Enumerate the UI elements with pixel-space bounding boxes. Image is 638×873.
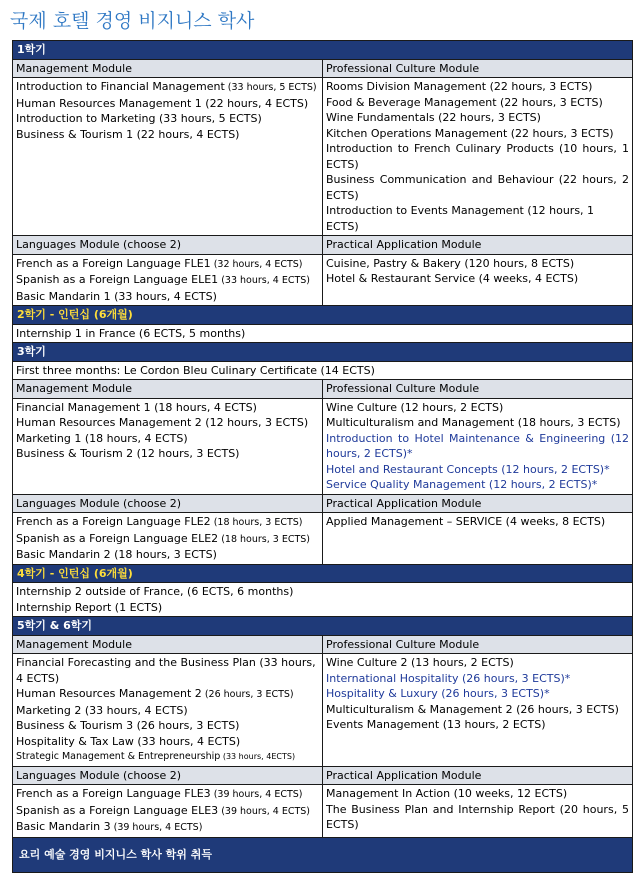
semester-5-6-module-headers-2 [13,766,633,785]
semester-5-6-practical-list [323,785,633,838]
course-item: Business & Tourism 2 (12 hours, 3 ECTS) [16,447,240,460]
course-item: Introduction to Marketing (33 hours, 5 ECTS) [16,112,262,125]
course-item: Wine Culture (12 hours, 2 ECTS) [326,400,504,414]
course-item: Human Resources Management 2 (26 hours, 3 ECTS) [16,687,294,700]
semester-5-6-management-list [13,654,323,767]
course-item: Strategic Management & Entrepreneurship (33 hours, 4ECTS) [16,751,296,762]
semester-3-professional-list [323,398,633,494]
semester-5-6-title: 5학기 & 6학기 [13,617,633,636]
course-item: Basic Mandarin 3 (39 hours, 4 ECTS) [16,820,203,833]
course-item: Wine Fundamentals (22 hours, 3 ECTS) [326,111,541,124]
languages-module-label: Languages Module (choose 2) [13,236,323,255]
management-module-label: Management Module [13,635,323,654]
languages-module-label: Languages Module (choose 2) [13,494,323,513]
course-item: Spanish as a Foreign Language ELE2 (18 hours, 3 ECTS) [16,531,310,545]
internship-report: Internship Report (1 ECTS) [16,600,163,614]
course-item: Kitchen Operations Management (22 hours, 3 ECTS) [326,126,614,140]
semester-1-practical-list [323,254,633,306]
semester-5-6-header [13,617,633,636]
course-item: Management In Action (10 weeks, 12 ECTS) [326,787,568,800]
course-item: Human Resources Management 1 (22 hours, 4 ECTS) [16,96,309,110]
course-item-optional: Service Quality Management (12 hours, 2 ECTS)* [326,478,598,491]
semester-3-header [13,343,633,362]
semester-3-intro [13,361,633,380]
semester-1-languages-list [13,254,323,306]
course-item: French as a Foreign Language FLE1 (32 hours, 4 ECTS) [16,256,303,270]
semester-1-header [13,41,633,60]
course-item-optional: Hotel and Restaurant Concepts (12 hours, 2 ECTS)* [326,462,610,476]
semester-3-languages-list [13,513,323,565]
professional-culture-module-label: Professional Culture Module [323,59,633,78]
semester-3-modules [13,398,633,494]
semester-3-module-headers-2 [13,494,633,513]
semester-3-module-headers [13,380,633,399]
course-item: Basic Mandarin 1 (33 hours, 4 ECTS) [16,289,217,303]
course-item-optional: Hospitality & Luxury (26 hours, 3 ECTS)* [326,687,550,700]
semester-1-title: 1학기 [13,41,633,60]
semester-5-6-languages-list [13,785,323,838]
semester-4-list [13,583,633,617]
management-module-label: Management Module [13,380,323,399]
curriculum-table [12,40,633,873]
semester-3-modules-2 [13,513,633,565]
practical-application-module-label: Practical Application Module [323,766,633,785]
semester-1-professional-list [323,78,633,236]
course-item: Introduction to Financial Management (33 hours, 5 ECTS) [16,80,317,93]
internship-2: Internship 2 outside of France, (6 ECTS, 6 months) [16,585,294,598]
semester-1-modules [13,78,633,236]
semester-4-header [13,564,633,583]
course-item: Marketing 2 (33 hours, 4 ECTS) [16,703,188,717]
semester-5-6-module-headers [13,635,633,654]
degree-footer [13,837,633,872]
professional-culture-module-label: Professional Culture Module [323,635,633,654]
course-item: Multiculturalism and Management (18 hours, 3 ECTS) [326,416,621,429]
course-item: Basic Mandarin 2 (18 hours, 3 ECTS) [16,548,217,561]
course-item: Applied Management – SERVICE (4 weeks, 8 ECTS) [326,515,606,528]
course-item: Business Communication and Behaviour (22 hours, 2 ECTS) [326,173,629,202]
course-item: French as a Foreign Language FLE2 (18 hours, 3 ECTS) [16,515,303,528]
internship-1: Internship 1 in France (6 ECTS, 5 months) [13,324,633,343]
course-item: Introduction to Events Management (12 hours, 1 ECTS) [326,204,595,233]
semester-4-title: 4학기 - 인턴십 (6개월) [13,564,633,583]
semester-5-6-modules-2 [13,785,633,838]
semester-5-6-modules [13,654,633,767]
semester-1-management-list [13,78,323,236]
course-item: Financial Forecasting and the Business Plan (33 hours, 4 ECTS) [16,656,316,685]
course-item: Hotel & Restaurant Service (4 weeks, 4 ECTS) [326,272,579,285]
practical-application-module-label: Practical Application Module [323,236,633,255]
course-item: Cuisine, Pastry & Bakery (120 hours, 8 ECTS) [326,256,575,270]
course-item: Multiculturalism & Management 2 (26 hours, 3 ECTS) [326,702,619,716]
semester-3-practical-list [323,513,633,565]
semester-2-title: 2학기 - 인턴십 (6개월) [13,306,633,325]
semester-5-6-professional-list [323,654,633,767]
course-item: Spanish as a Foreign Language ELE3 (39 hours, 4 ECTS) [16,803,310,817]
course-item: Events Management (13 hours, 2 ECTS) [326,718,546,731]
semester-3-title: 3학기 [13,343,633,362]
course-item: Wine Culture 2 (13 hours, 2 ECTS) [326,656,514,669]
course-item: Food & Beverage Management (22 hours, 3 ECTS) [326,95,603,109]
semester-1-module-headers-2 [13,236,633,255]
course-item-optional: International Hospitality (26 hours, 3 ECTS)* [326,671,571,685]
course-item: Financial Management 1 (18 hours, 4 ECTS) [16,400,257,414]
semester-4-items [13,583,633,617]
practical-application-module-label: Practical Application Module [323,494,633,513]
culinary-certificate: First three months: Le Cordon Bleu Culinary Certificate (14 ECTS) [13,361,633,380]
course-item: Hospitality & Tax Law (33 hours, 4 ECTS) [16,734,241,748]
management-module-label: Management Module [13,59,323,78]
semester-2-items [13,324,633,343]
languages-module-label: Languages Module (choose 2) [13,766,323,785]
semester-2-header [13,306,633,325]
course-item: Spanish as a Foreign Language ELE1 (33 hours, 4 ECTS) [16,273,310,286]
course-item: Marketing 1 (18 hours, 4 ECTS) [16,431,188,445]
course-item: Human Resources Management 2 (12 hours, 3 ECTS) [16,416,309,429]
course-item: Business & Tourism 1 (22 hours, 4 ECTS) [16,127,240,141]
course-item: Business & Tourism 3 (26 hours, 3 ECTS) [16,719,240,732]
page-title: 국제 호텔 경영 비지니스 학사 [10,10,255,32]
course-item: Rooms Division Management (22 hours, 3 ECTS) [326,80,593,93]
semester-3-management-list [13,398,323,494]
semester-1-modules-2 [13,254,633,306]
degree-title: 요리 예술 경영 비지니스 학사 학위 취득 [13,837,633,872]
course-item: French as a Foreign Language FLE3 (39 hours, 4 ECTS) [16,787,303,800]
semester-1-module-headers [13,59,633,78]
course-item: The Business Plan and Internship Report (20 hours, 5 ECTS) [326,802,629,831]
course-item-optional: Introduction to Hotel Maintenance & Engineering (12 hours, 2 ECTS)* [326,431,629,460]
professional-culture-module-label: Professional Culture Module [323,380,633,399]
course-item: Introduction to French Culinary Products (10 hours, 1 ECTS) [326,142,629,171]
